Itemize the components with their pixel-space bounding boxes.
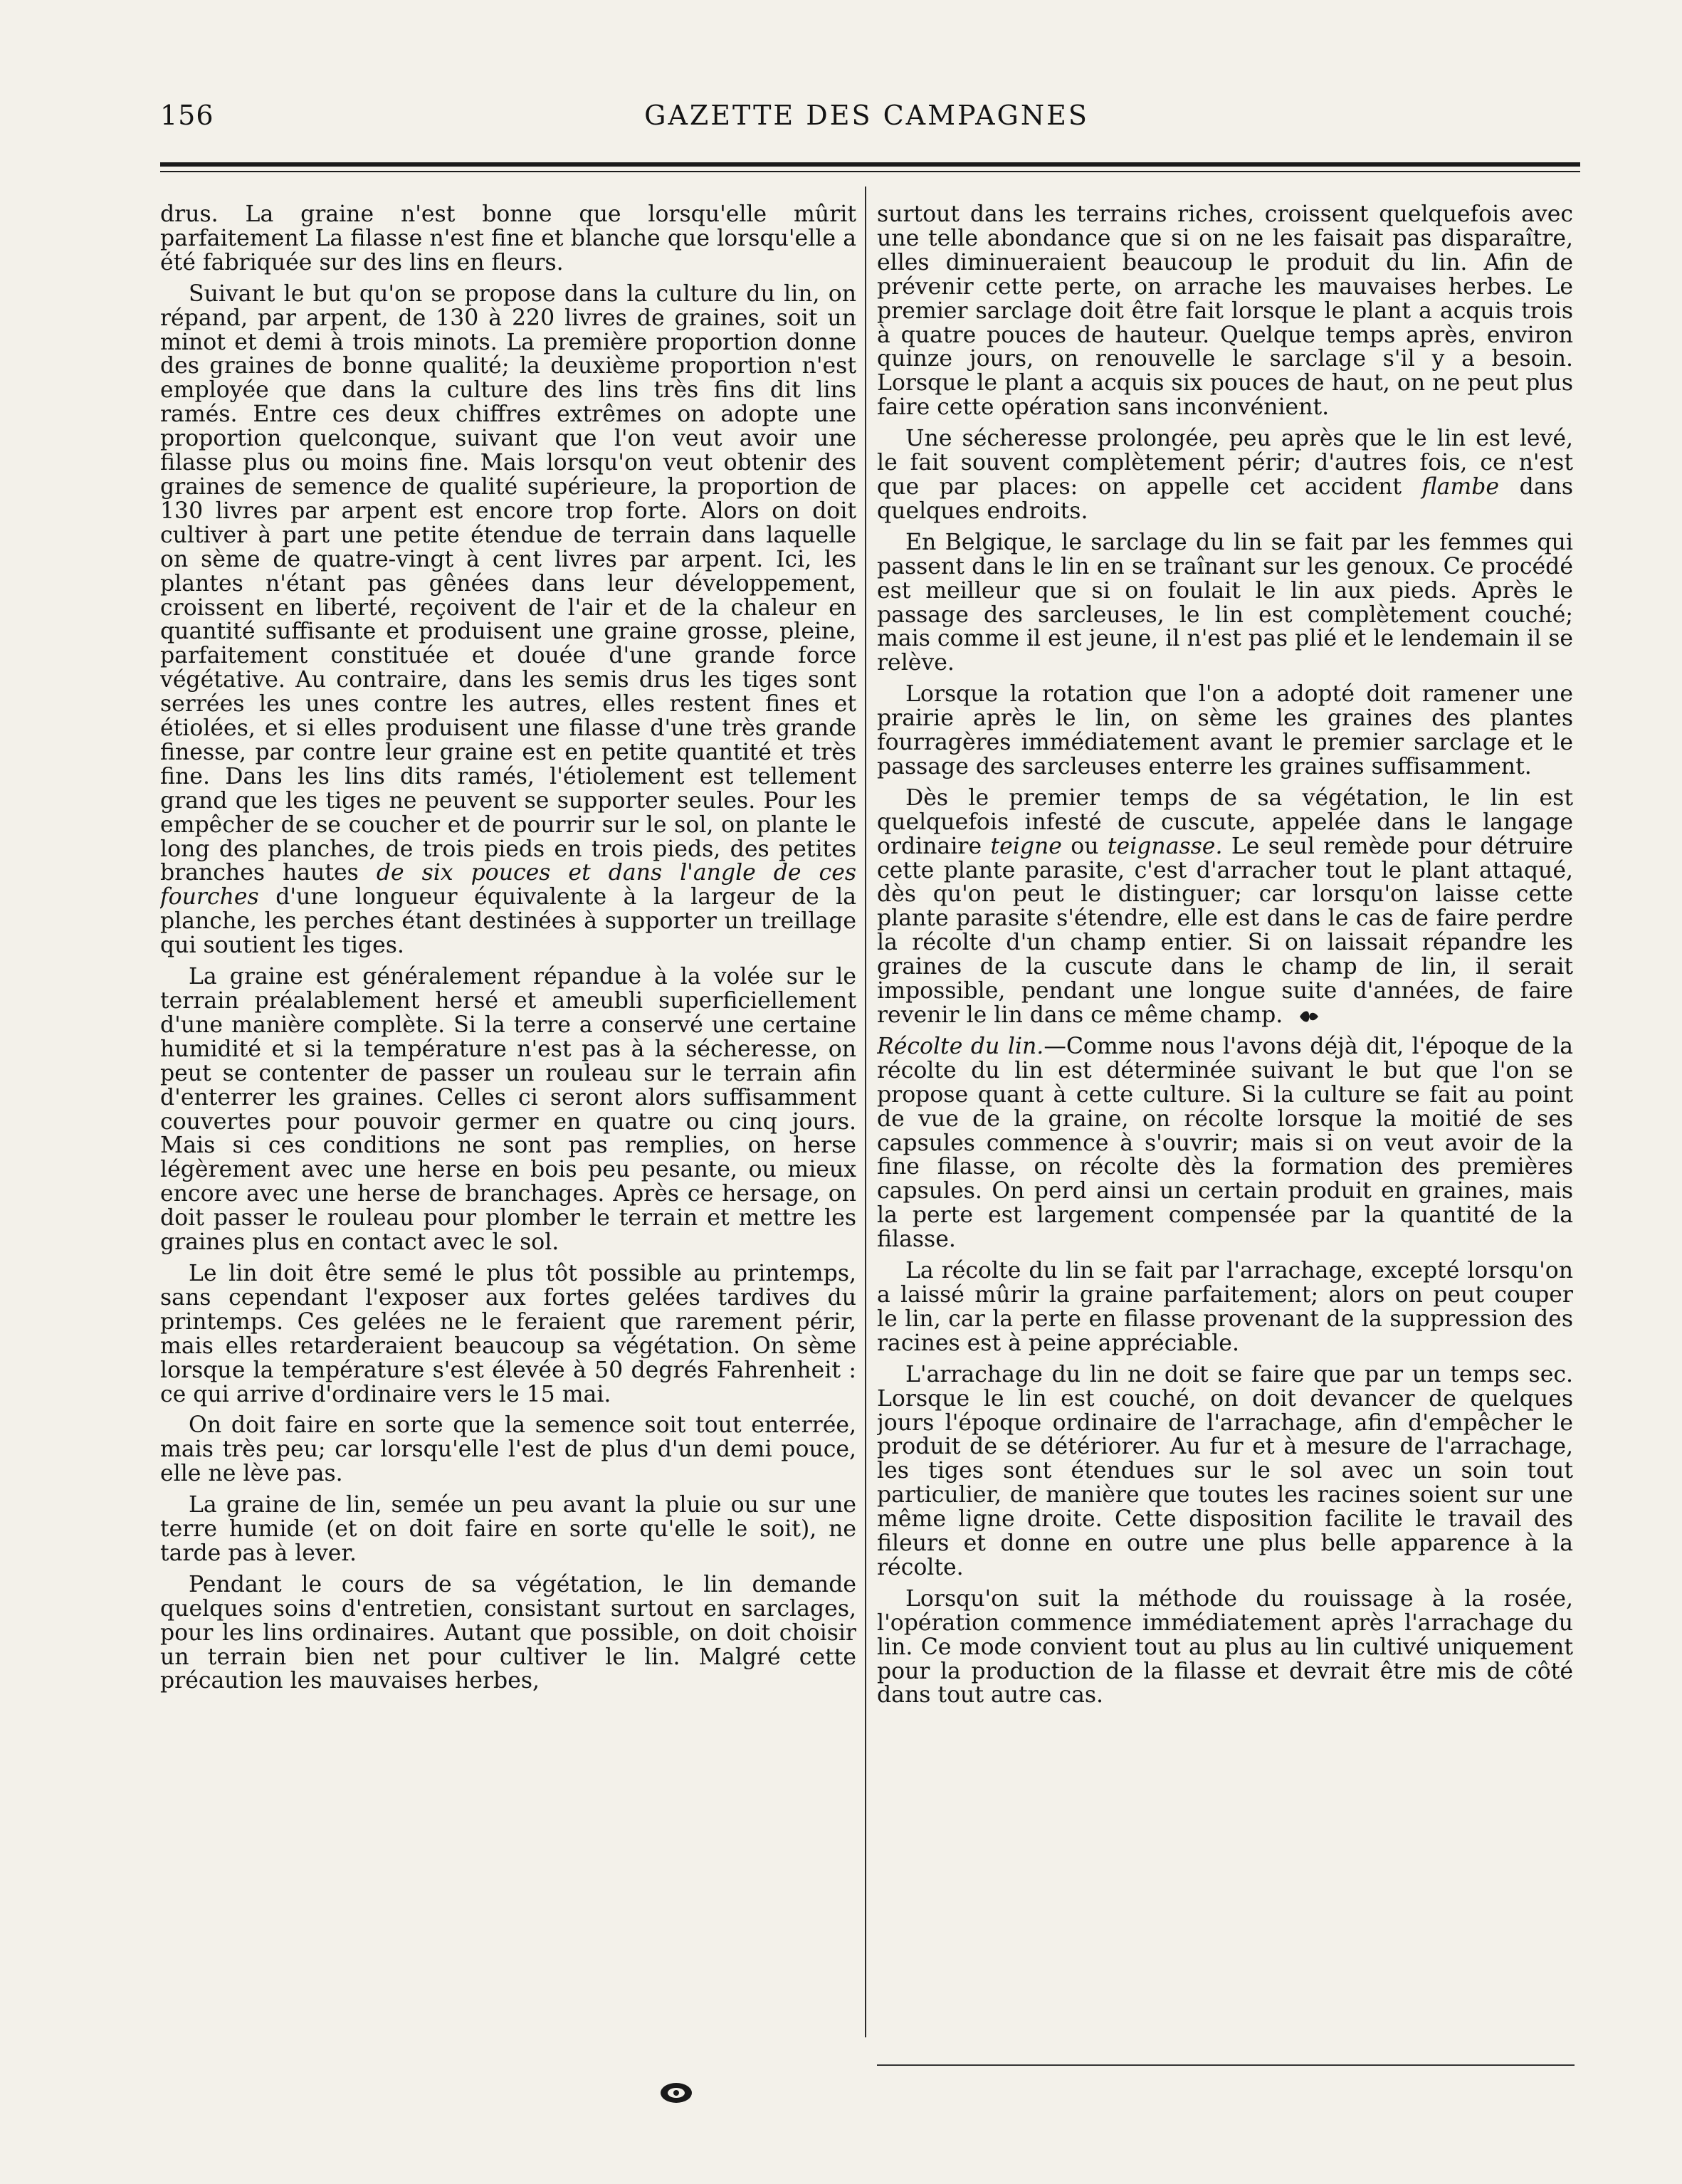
floral-ornament-icon	[655, 2079, 698, 2107]
section-heading: Récolte du lin.	[877, 1033, 1044, 1059]
paragraph: En Belgique, le sarclage du lin se fait par les femmes qui passent dans le lin en se traînant sur les genoux. Ce procédé est meilleur que si on foulait le lin aux pieds. Après le passage des sarcleuses, le lin est complètement couché; mais comme il est jeune, il n'est pas plié et le lendemain il se relève.	[877, 529, 1573, 676]
page-number: 156	[160, 100, 214, 131]
paragraph: Le lin doit être semé le plus tôt possible au printemps, sans cependant l'exposer aux fortes gelées tardives du printemps. Ces gelées ne le feraient que rarement périr, mais elles retarderaient beaucoup sa végétation. On sème lorsque la température s'est élevée à 50 degrés Fahrenheit : ce qui arrive d'ordinaire vers le 15 mai.	[160, 1260, 856, 1407]
paragraph: drus. La graine n'est bonne que lorsqu'elle mûrit parfaitement La filasse n'est fine et blanche que lorsqu'elle a été fabriquée sur des lins en fleurs.	[160, 203, 856, 275]
italic-text: teignasse.	[1107, 833, 1223, 859]
header-rule-thin	[160, 171, 1580, 172]
italic-text: et	[550, 860, 609, 886]
fleuron-ornament-icon	[1297, 1008, 1321, 1025]
paragraph-text: Une sécheresse prolongée, peu après que le lin est levé, le fait souvent complètement périr; d'autres fois, ce n'est que par places: on appelle cet accident	[877, 426, 1573, 500]
running-title: GAZETTE DES CAMPAGNES	[644, 100, 1089, 131]
paragraph: On doit faire en sorte que la semence soit tout enterrée, mais très peu; car lorsqu'elle l'est de plus d'un demi pouce, elle ne lève pas.	[160, 1412, 856, 1487]
paragraph: La récolte du lin se fait par l'arrachage, excepté lorsqu'on a laissé mûrir la graine parfaitement; alors on peut couper le lin, car la perte en filasse provenant de la suppression des racines est à peine appréciable.	[877, 1258, 1573, 1356]
bottom-rule	[877, 2064, 1575, 2066]
paragraph	[160, 280, 856, 959]
paragraph-text: d'une longueur équivalente à la largeur de la planche, les perches étant destinées à supporter un treillage qui soutient les tiges.	[160, 884, 856, 959]
paragraph: Lorsqu'on suit la méthode du rouissage à la rosée, l'opération commence immédiatement après l'arrachage du lin. Ce mode convient tout au plus au lin cultivé uniquement pour la production de la filasse et devrait être mis de côté dans tout autre cas.	[877, 1585, 1573, 1708]
paragraph: L'arrachage du lin ne doit se faire que par un temps sec. Lorsque le lin est couché, on doit devancer de quelques jours l'époque ordinaire de l'arrachage, afin d'empêcher le produit de se détériorer. Au fur et à mesure de l'arrachage, les tiges sont étendues sur le sol avec un soin tout particulier, de manière que toutes les racines soient sur une même ligne droite. Cette disposition facilite le travail des fileurs et donne en outre une plus belle apparence à la récolte.	[877, 1361, 1573, 1580]
paragraph: surtout dans les terrains riches, croissent quelquefois avec une telle abondance que si on ne les faisait pas disparaître, elles diminueraient beaucoup le produit du lin. Afin de prévenir cette perte, on arrache les mauvaises herbes. Le premier sarclage doit être fait lorsque le plant a acquis trois à quatre pouces de hauteur. Quelque temps après, environ quinze jours, on renouvelle le sarclage s'il y a besoin. Lorsque le plant a acquis six pouces de haut, on ne peut plus faire cette opération sans inconvénient.	[877, 203, 1573, 421]
header-rule	[160, 162, 1580, 167]
paragraph-text: dans quelques endroits.	[877, 473, 1573, 524]
left-column	[160, 203, 856, 2025]
italic-text: de six pouces	[376, 860, 551, 886]
italic-text: dans l'angle de ces fourches	[160, 860, 856, 910]
paragraph	[877, 1035, 1573, 1252]
paragraph	[877, 784, 1573, 1028]
paragraph: Lorsque la rotation que l'on a adopté doit ramener une prairie après le lin, on sème les graines des plantes fourragères immédiatement avant le premier sarclage et le passage des sarcleuses enterre les graines suffisamment.	[877, 681, 1573, 779]
paragraph: Pendant le cours de sa végétation, le lin demande quelques soins d'entretien, consistant surtout en sarclages, pour les lins ordinaires. Autant que possible, on doit choisir un terrain bien net pour cultiver le lin. Malgré cette précaution les mauvaises herbes,	[160, 1571, 856, 1694]
paragraph	[877, 427, 1573, 524]
paragraph: La graine de lin, semée un peu avant la pluie ou sur une terre humide (et on doit faire en sorte qu'elle le soit), ne tarde pas à lever.	[160, 1492, 856, 1566]
column-divider	[865, 187, 866, 2037]
paragraph-text: ou	[1061, 833, 1108, 859]
right-column	[877, 203, 1573, 2025]
paragraph-text: Dès le premier temps de sa végétation, le lin est quelquefois infesté de cuscute, appelée dans le langage ordinaire	[877, 784, 1573, 859]
italic-text: teigne	[990, 833, 1062, 859]
paragraph-text: —Comme nous l'avons déjà dit, l'époque de la récolte du lin est déterminée suivant le but que l'on se propose quant à cette culture. Si la culture se fait au point de vue de la graine, on récolte lorsque la moitié de ses capsules commence à s'ouvrir; mais si on veut avoir de la fine filasse, on récolte dès la formation des premières capsules. On perd ainsi un certain produit en graines, mais la perte est largement compensée par la quantité de la filasse.	[877, 1033, 1573, 1253]
page-header	[160, 100, 1573, 142]
italic-text: flambe	[1421, 473, 1500, 500]
paragraph: La graine est généralement répandue à la volée sur le terrain préalablement hersé et ameubli superficiellement d'une manière complète. Si la terre a conservé une certaine humidité et si la température n'est pas à la sécheresse, on peut se contenter de passer un rouleau sur le terrain afin d'enterrer les graines. Celles ci seront alors suffisamment couvertes pour pouvoir germer en quatre ou cinq jours. Mais si ces conditions ne sont pas remplies, on herse légèrement avec une herse en bois peu pesante, ou mieux encore avec une herse de branchages. Après ce hersage, on doit passer le rouleau pour plomber le terrain et mettre les graines plus en contact avec le sol.	[160, 964, 856, 1256]
paragraph-text: Suivant le but qu'on se propose dans la culture du lin, on répand, par arpent, de 130 à 220 livres de graines, soit un minot et demi à trois minots. La première proportion donne des graines de bonne qualité; la deuxième proportion n'est employée que dans la culture des lins très fins dit lins ramés. Entre ces deux chiffres extrêmes on adopte une proportion quelconque, suivant que l'on veut avoir une filasse plus ou moins fine. Mais lorsqu'on veut obtenir des graines de semence de qualité supérieure, la proportion de 130 livres par arpent est encore trop forte. Alors on doit cultiver à part une petite étendue de terrain dans laquelle on sème de quatre-vingt à cent livres par arpent. Ici, les plantes n'étant pas gênées dans leur développement, croissent en liberté, reçoivent de l'air et de la chaleur en quantité suffisante et produisent une graine grosse, pleine, parfaitement constituée et douée d'une grande force végétative. Au contraire, dans les semis drus les tiges sont serrées les unes contre les autres, elles restent fines et étiolées, et si elles produisent une filasse d'une très grande finesse, par contre leur graine est en petite quantité et très fine. Dans les lins dits ramés, l'étiolement est tellement grand que les tiges ne peuvent se supporter seules. Pour les empêcher de se coucher et de pourrir sur le sol, on plante le long des planches, de trois pieds en trois pieds, des petites branches hautes	[160, 280, 856, 886]
paragraph-text: Le seul remède pour détruire cette plante parasite, c'est d'arracher tout le plant attaqué, dès qu'on peut le distinguer; car lorsqu'on laisse cette plante parasite s'étendre, elle est dans le cas de faire perdre la récolte d'un champ entier. Si on laissait répandre les graines de la cuscute dans le champ de lin, il serait impossible, pendant une longue suite d'années, de faire revenir le lin dans ce même champ.	[877, 833, 1573, 1028]
